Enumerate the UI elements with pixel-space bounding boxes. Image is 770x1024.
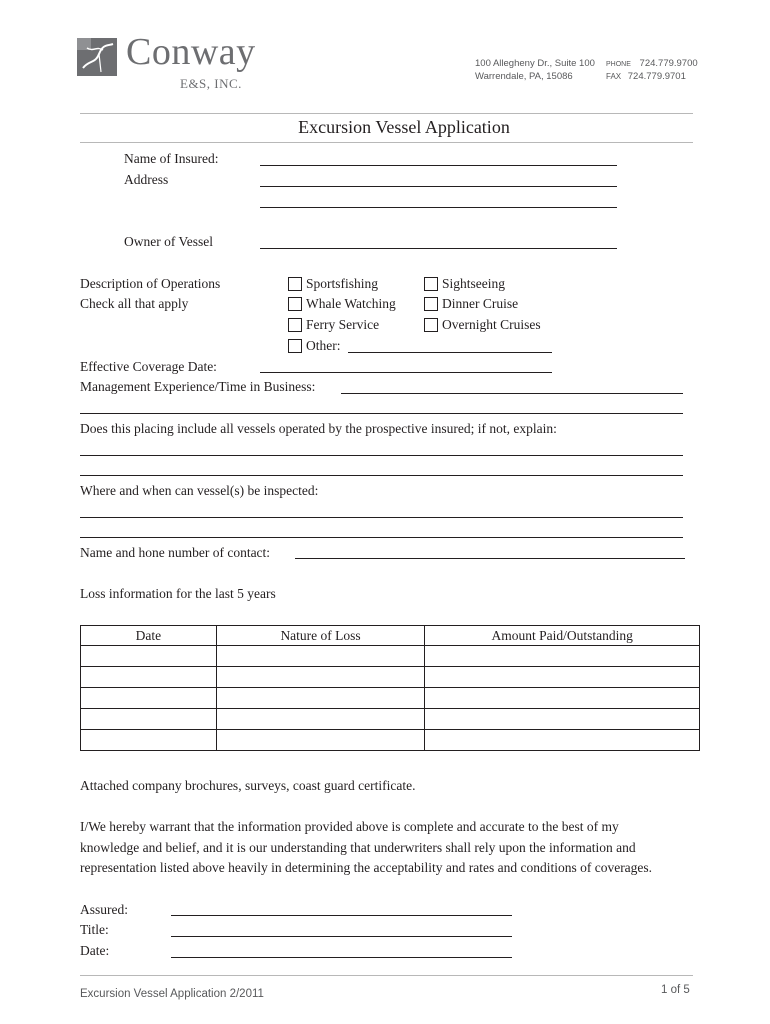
sightseeing-checkbox[interactable] [424, 277, 438, 291]
header-top-rule [80, 113, 693, 114]
table-row [81, 667, 700, 688]
loss-amount-cell[interactable] [425, 730, 700, 751]
company-address-line2: Warrendale, PA, 15086 [475, 71, 573, 82]
effective-coverage-date-label: Effective Coverage Date: [80, 359, 217, 374]
table-row [81, 709, 700, 730]
owner-of-vessel-field[interactable] [260, 248, 617, 249]
dinner-cruise-checkbox[interactable] [424, 297, 438, 311]
loss-nature-cell[interactable] [216, 667, 425, 688]
description-of-operations-label: Description of Operations [80, 276, 221, 291]
placing-answer-line2[interactable] [80, 475, 683, 476]
assured-label: Assured: [80, 902, 128, 917]
footer-page-number: 1 of 5 [661, 984, 690, 996]
table-row [81, 730, 700, 751]
sightseeing-label: Sightseeing [442, 276, 505, 291]
loss-amount-cell[interactable] [425, 646, 700, 667]
warranty-line-3: representation listed above heavily in determining the acceptability and rates and conditions of coverages. [80, 860, 653, 875]
loss-date-cell[interactable] [81, 646, 217, 667]
fax-number: 724.779.9701 [627, 71, 686, 82]
warranty-line-1: I/We hereby warrant that the information provided above is complete and accurate to the best of my [80, 819, 619, 834]
effective-coverage-date-field[interactable] [260, 372, 552, 373]
loss-table-header-row [81, 626, 700, 646]
title-label: Title: [80, 922, 109, 937]
inspection-answer-line1[interactable] [80, 517, 683, 518]
other-label: Other: [306, 338, 341, 353]
assured-field[interactable] [171, 915, 512, 916]
other-field[interactable] [348, 352, 552, 353]
whale-watching-label: Whale Watching [306, 296, 396, 311]
footer-rule [80, 975, 693, 976]
loss-date-cell[interactable] [81, 667, 217, 688]
phone-block [606, 58, 698, 71]
date-label: Date: [80, 943, 110, 958]
contact-label: Name and hone number of contact: [80, 545, 271, 560]
loss-table-header-nature: Nature of Loss [216, 626, 425, 646]
loss-nature-cell[interactable] [216, 730, 425, 751]
inspection-question: Where and when can vessel(s) be inspected: [80, 483, 319, 498]
header-bottom-rule [80, 142, 693, 143]
loss-table-header-amount: Amount Paid/Outstanding [425, 626, 700, 646]
management-experience-label: Management Experience/Time in Business: [80, 379, 316, 394]
owner-of-vessel-label: Owner of Vessel [124, 234, 213, 249]
attached-note: Attached company brochures, surveys, coast guard certificate. [80, 778, 416, 793]
loss-nature-cell[interactable] [216, 709, 425, 730]
name-of-insured-field[interactable] [260, 165, 617, 166]
phone-number: 724.779.9700 [639, 58, 698, 69]
overnight-cruises-label: Overnight Cruises [442, 317, 541, 332]
fax-block [606, 71, 686, 83]
inspection-answer-line2[interactable] [80, 537, 683, 538]
check-all-label: Check all that apply [80, 296, 189, 311]
management-experience-field[interactable] [341, 393, 683, 394]
loss-information-label: Loss information for the last 5 years [80, 586, 276, 601]
placing-answer-line1[interactable] [80, 455, 683, 456]
ferry-service-label: Ferry Service [306, 317, 380, 332]
address-label: Address [124, 172, 169, 187]
date-field[interactable] [171, 957, 512, 958]
warranty-line-2: knowledge and belief, and it is our understanding that underwriters shall rely upon the information and [80, 840, 636, 855]
company-subname: E&S, INC. [180, 76, 242, 91]
table-row [81, 688, 700, 709]
placing-question: Does this placing include all vessels operated by the prospective insured; if not, explain: [80, 421, 557, 436]
ferry-service-checkbox[interactable] [288, 318, 302, 332]
loss-date-cell[interactable] [81, 730, 217, 751]
form-title: Excursion Vessel Application [298, 117, 510, 137]
dinner-cruise-label: Dinner Cruise [442, 296, 519, 311]
other-checkbox[interactable] [288, 339, 302, 353]
contact-field[interactable] [295, 558, 685, 559]
management-experience-field-line2[interactable] [80, 413, 683, 414]
name-of-insured-label: Name of Insured: [124, 151, 219, 166]
footer-form-id: Excursion Vessel Application 2/2011 [80, 988, 264, 1000]
table-row [81, 646, 700, 667]
company-address-line1: 100 Allegheny Dr., Suite 100 [475, 58, 595, 69]
loss-nature-cell[interactable] [216, 688, 425, 709]
address-field-line1[interactable] [260, 186, 617, 187]
loss-table [80, 625, 700, 751]
company-name: Conway [126, 31, 256, 73]
title-field[interactable] [171, 936, 512, 937]
fax-label: FAX [606, 72, 622, 81]
loss-date-cell[interactable] [81, 688, 217, 709]
loss-amount-cell[interactable] [425, 709, 700, 730]
loss-nature-cell[interactable] [216, 646, 425, 667]
whale-watching-checkbox[interactable] [288, 297, 302, 311]
loss-amount-cell[interactable] [425, 688, 700, 709]
sportsfishing-checkbox[interactable] [288, 277, 302, 291]
sportsfishing-label: Sportsfishing [306, 276, 379, 291]
overnight-cruises-checkbox[interactable] [424, 318, 438, 332]
loss-table-header-date: Date [81, 626, 217, 646]
address-field-line2[interactable] [260, 207, 617, 208]
loss-date-cell[interactable] [81, 709, 217, 730]
loss-amount-cell[interactable] [425, 667, 700, 688]
phone-label: PHONE [606, 61, 631, 68]
logo-mark-icon [77, 38, 117, 76]
